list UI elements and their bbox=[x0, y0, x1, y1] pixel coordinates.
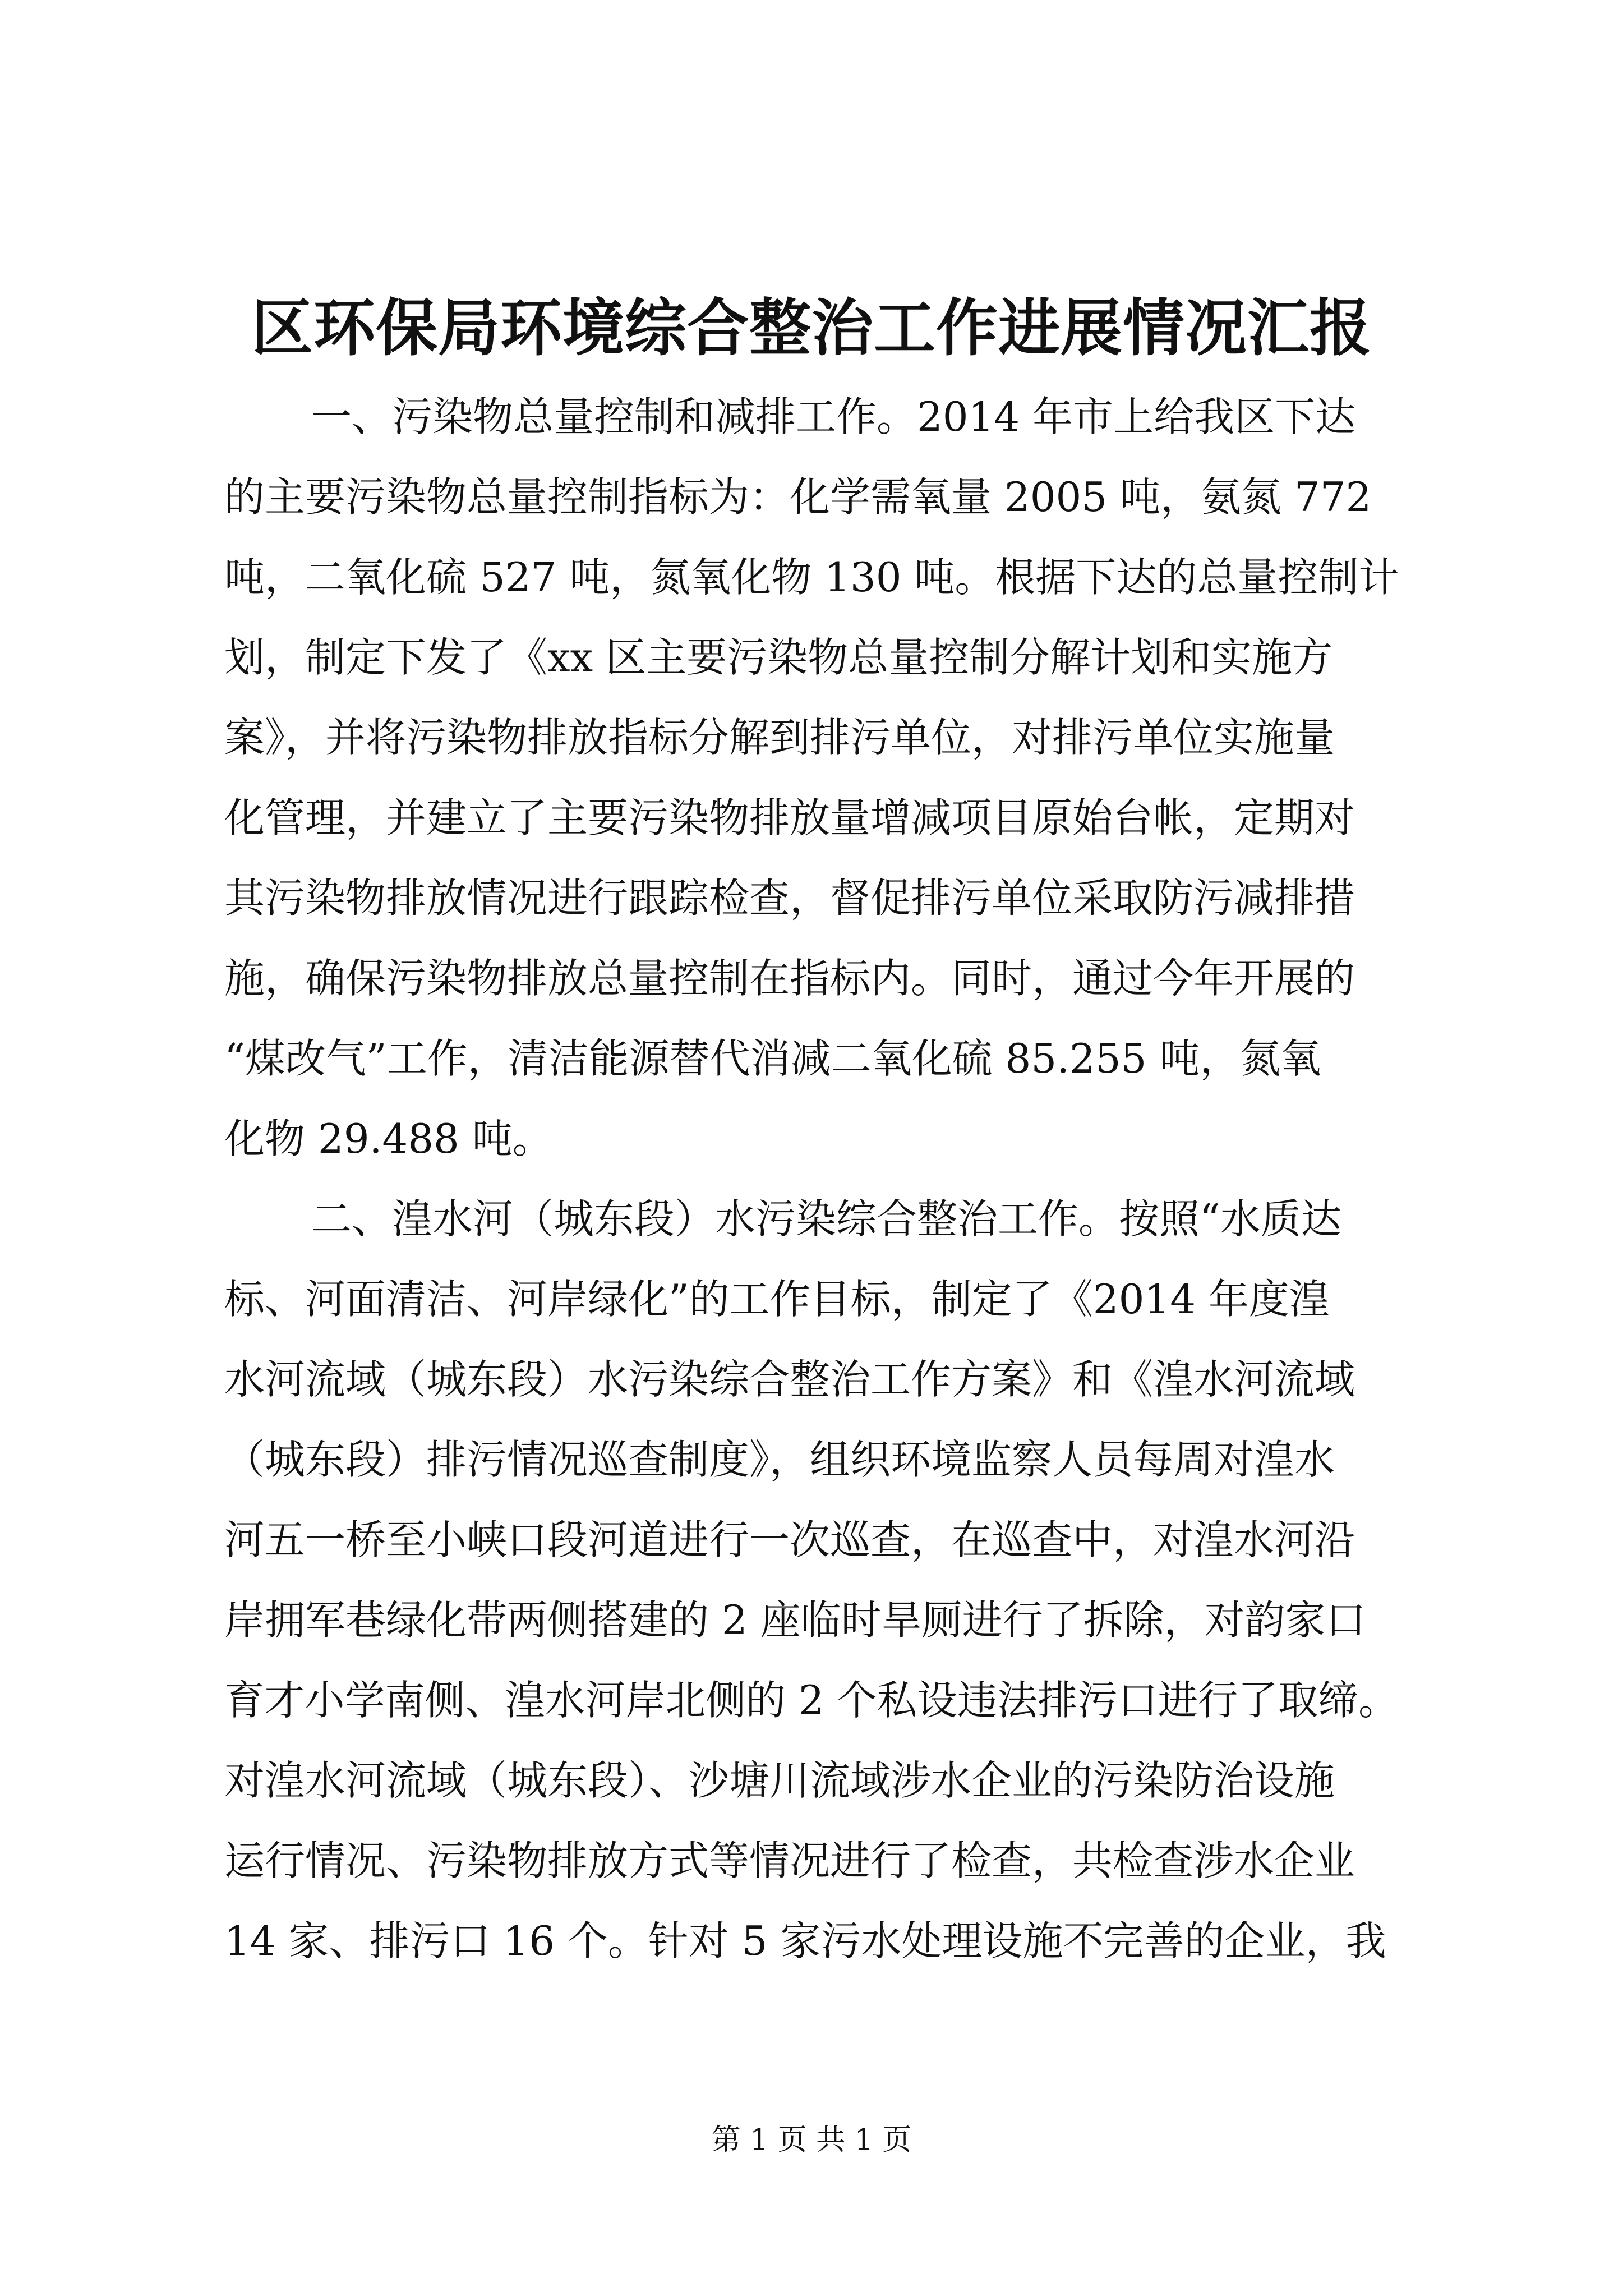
paragraph-2-line-3: 水河流域（城东段）水污染综合整治工作方案》和《湟水河流域 bbox=[224, 1356, 1355, 1403]
paragraph-1-line-4: 划，制定下发了《xx 区主要污染物总量控制分解计划和实施方 bbox=[224, 634, 1333, 681]
document-title: 区环保局环境综合整治工作进展情况汇报 bbox=[251, 292, 1372, 364]
paragraph-1-line-6: 化管理，并建立了主要污染物排放量增减项目原始台帐，定期对 bbox=[224, 794, 1355, 841]
paragraph-1-line-9: “煤改气”工作，清洁能源替代消减二氧化硫 85.255 吨，氮氧 bbox=[224, 1035, 1321, 1082]
page-number-footer: 第 1 页 共 1 页 bbox=[711, 2123, 912, 2157]
paragraph-2-line-5: 河五一桥至小峡口段河道进行一次巡查，在巡查中，对湟水河沿 bbox=[224, 1516, 1355, 1563]
paragraph-2-line-1: 二、湟水河（城东段）水污染综合整治工作。按照“水质达 bbox=[311, 1195, 1341, 1243]
paragraph-1-line-2: 的主要污染物总量控制指标为：化学需氧量 2005 吨，氨氮 772 bbox=[224, 473, 1372, 521]
paragraph-1-line-8: 施，确保污染物排放总量控制在指标内。同时，通过今年开展的 bbox=[224, 955, 1355, 1002]
paragraph-2-line-4: （城东段）排污情况巡查制度》，组织环境监察人员每周对湟水 bbox=[224, 1436, 1335, 1483]
paragraph-2-line-8: 对湟水河流域（城东段）、沙塘川流域涉水企业的污染防治设施 bbox=[224, 1757, 1335, 1804]
paragraph-2-line-2: 标、河面清洁、河岸绿化”的工作目标，制定了《2014 年度湟 bbox=[224, 1276, 1330, 1323]
paragraph-1-line-3: 吨，二氧化硫 527 吨，氮氧化物 130 吨。根据下达的总量控制计 bbox=[224, 554, 1399, 601]
paragraph-2-line-10: 14 家、排污口 16 个。针对 5 家污水处理设施不完善的企业，我 bbox=[224, 1917, 1386, 1964]
paragraph-1-line-7: 其污染物排放情况进行跟踪检查，督促排污单位采取防污减排措 bbox=[224, 875, 1355, 922]
paragraph-2-line-9: 运行情况、污染物排放方式等情况进行了检查，共检查涉水企业 bbox=[224, 1837, 1355, 1884]
paragraph-2-line-6: 岸拥军巷绿化带两侧搭建的 2 座临时旱厕进行了拆除，对韵家口 bbox=[224, 1596, 1366, 1644]
paragraph-1-line-1: 一、污染物总量控制和减排工作。2014 年市上给我区下达 bbox=[311, 393, 1356, 440]
paragraph-1-line-10: 化物 29.488 吨。 bbox=[224, 1115, 553, 1162]
paragraph-1-line-5: 案》，并将污染物排放指标分解到排污单位，对排污单位实施量 bbox=[224, 714, 1335, 761]
paragraph-2-line-7: 育才小学南侧、湟水河岸北侧的 2 个私设违法排污口进行了取缔。 bbox=[224, 1677, 1399, 1724]
